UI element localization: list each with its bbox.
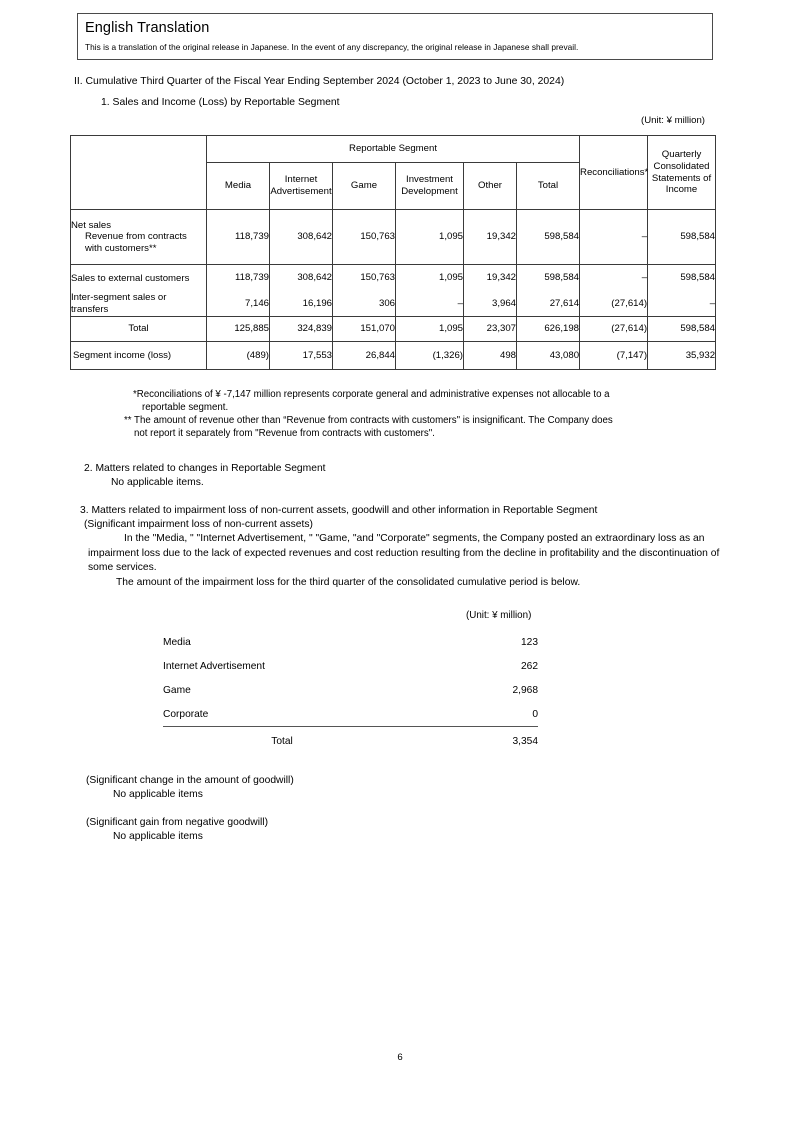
- cell-external-total: 598,584: [517, 265, 580, 292]
- section-2-title: 2. Matters related to changes in Reportable Segment: [84, 463, 326, 474]
- impairment-total-label: Total: [271, 736, 293, 747]
- cell-intersegment-game: 306: [333, 291, 396, 317]
- cell-external-game: 150,763: [333, 265, 396, 292]
- column-header-media: Media: [207, 163, 270, 210]
- impairment-value-game: 2,968: [512, 684, 538, 696]
- cell-external-reconciliations: –: [580, 265, 648, 292]
- cell-external-investment-development: 1,095: [396, 265, 464, 292]
- table-unit-note: (Unit: ¥ million): [641, 115, 705, 126]
- cell-intersegment-media: 7,146: [207, 291, 270, 317]
- cell-total-internet-advertisement: 324,839: [270, 317, 333, 342]
- cell-income-media: (489): [207, 342, 270, 370]
- cell-revenue-internet-advertisement: 308,642: [270, 210, 333, 265]
- banner-subtitle: This is a translation of the original release in Japanese. In the event of any discrepancy, the original release in Japanese shall prevail.: [85, 42, 579, 52]
- cell-revenue-consolidated: 598,584: [648, 210, 716, 265]
- goodwill-change-title: (Significant change in the amount of goodwill): [86, 775, 294, 786]
- reportable-segment-group-header: Reportable Segment: [207, 136, 580, 163]
- column-header-game: Game: [333, 163, 396, 210]
- cell-income-game: 26,844: [333, 342, 396, 370]
- footnote-revenue-other: [124, 414, 724, 440]
- list-item: [163, 702, 538, 727]
- cell-revenue-investment-development: 1,095: [396, 210, 464, 265]
- banner-title: English Translation: [85, 20, 210, 36]
- impairment-value-internet-advertisement: 262: [521, 660, 538, 672]
- table-row: [71, 265, 716, 292]
- reconciliations-header: Reconciliations*: [580, 136, 648, 210]
- impairment-label-game: Game: [163, 684, 191, 696]
- table-row: [71, 342, 716, 370]
- footnote-1-line-1: *Reconciliations of ¥ -7,147 million represents corporate general and administrative expenses not allocable to a: [133, 389, 610, 400]
- section-2-body: No applicable items.: [111, 477, 204, 488]
- cell-external-other: 19,342: [464, 265, 517, 292]
- item-1-heading: 1. Sales and Income (Loss) by Reportable Segment: [101, 97, 340, 108]
- impairment-label-internet-advertisement: Internet Advertisement: [163, 660, 265, 672]
- impairment-unit-note: (Unit: ¥ million): [466, 610, 532, 621]
- negative-goodwill-title: (Significant gain from negative goodwill): [86, 817, 269, 828]
- impairment-label-corporate: Corporate: [163, 708, 209, 720]
- section-3-title: 3. Matters related to impairment loss of non-current assets, goodwill and other information in Reportable Segment: [80, 505, 598, 516]
- cell-income-investment-development: (1,326): [396, 342, 464, 370]
- row-label-segment-income-loss: Segment income (loss): [71, 342, 207, 370]
- cell-revenue-reconciliations: –: [580, 210, 648, 265]
- cell-intersegment-internet-advertisement: 16,196: [270, 291, 333, 317]
- section-ii-heading: II. Cumulative Third Quarter of the Fiscal Year Ending September 2024 (October 1, 2023 to June 30, 2024): [74, 76, 565, 87]
- impairment-value-corporate: 0: [532, 708, 538, 720]
- cell-intersegment-total: 27,614: [517, 291, 580, 317]
- column-header-total: Total: [517, 163, 580, 210]
- cell-income-other: 498: [464, 342, 517, 370]
- impairment-total-value: 3,354: [512, 736, 538, 747]
- row-label-net-sales: Net sales: [71, 219, 111, 231]
- segment-table-container: [70, 135, 715, 370]
- page-number: 6: [397, 1052, 403, 1063]
- corner-cell: [71, 136, 207, 210]
- column-header-internet-advertisement: Internet Advertisement: [270, 163, 333, 210]
- cell-external-media: 118,739: [207, 265, 270, 292]
- table-row: [71, 317, 716, 342]
- impairment-value-media: 123: [521, 636, 538, 648]
- footnote-reconciliations: [133, 388, 723, 414]
- cell-external-consolidated: 598,584: [648, 265, 716, 292]
- cell-total-investment-development: 1,095: [396, 317, 464, 342]
- row-label-sales-to-external-customers: Sales to external customers: [71, 265, 207, 292]
- impairment-total-row: [163, 727, 538, 754]
- segment-table: [70, 135, 716, 370]
- list-item: [163, 654, 538, 678]
- cell-revenue-other: 19,342: [464, 210, 517, 265]
- negative-goodwill-body: No applicable items: [113, 831, 203, 842]
- footnote-2-line-1: ** The amount of revenue other than “Revenue from contracts with customers" is insignificant. The Company does: [124, 415, 613, 426]
- cell-total-total: 626,198: [517, 317, 580, 342]
- cell-intersegment-other: 3,964: [464, 291, 517, 317]
- column-header-investment-development: Investment Development: [396, 163, 464, 210]
- cell-income-total: 43,080: [517, 342, 580, 370]
- row-label-revenue-from-contracts: Revenue from contracts with customers**: [85, 231, 187, 254]
- impairment-label-media: Media: [163, 636, 191, 648]
- cell-income-consolidated: 35,932: [648, 342, 716, 370]
- section-3-subtitle: (Significant impairment loss of non-current assets): [84, 519, 313, 530]
- cell-intersegment-reconciliations: (27,614): [580, 291, 648, 317]
- section-3-paragraph-2: The amount of the impairment loss for the third quarter of the consolidated cumulative period is below.: [116, 577, 581, 589]
- cell-revenue-media: 118,739: [207, 210, 270, 265]
- cell-intersegment-investment-development: –: [396, 291, 464, 317]
- list-item: [163, 630, 538, 654]
- table-row: [71, 291, 716, 317]
- cell-total-game: 151,070: [333, 317, 396, 342]
- cell-total-media: 125,885: [207, 317, 270, 342]
- cell-income-reconciliations: (7,147): [580, 342, 648, 370]
- table-row: [71, 210, 716, 265]
- table-header-row-1: [71, 136, 716, 163]
- footnote-1-line-2: reportable segment.: [142, 402, 229, 414]
- section-3-paragraphs: [88, 532, 724, 591]
- goodwill-change-body: No applicable items: [113, 789, 203, 800]
- cell-external-internet-advertisement: 308,642: [270, 265, 333, 292]
- section-3-paragraph-1: In the "Media, " "Internet Advertisement, " "Game, "and "Corporate" segments, the Company posted an extraordinary loss as an impairment loss due to the lack of expected revenues and cost reduction resulting from the decline in profitability and the discontinuation of some services.: [88, 533, 720, 574]
- list-item: [163, 678, 538, 702]
- consolidated-statements-header: Quarterly Consolidated Statements of Income: [648, 136, 716, 210]
- cell-total-consolidated: 598,584: [648, 317, 716, 342]
- cell-total-reconciliations: (27,614): [580, 317, 648, 342]
- english-translation-banner: [77, 13, 713, 60]
- row-label-inter-segment-sales: Inter-segment sales or transfers: [71, 291, 207, 317]
- row-label-net-sales-group: [71, 210, 207, 265]
- cell-total-other: 23,307: [464, 317, 517, 342]
- impairment-loss-list: [163, 630, 538, 754]
- cell-income-internet-advertisement: 17,553: [270, 342, 333, 370]
- cell-revenue-total: 598,584: [517, 210, 580, 265]
- footnote-2-line-2: not report it separately from "Revenue from contracts with customers".: [134, 428, 435, 440]
- cell-revenue-game: 150,763: [333, 210, 396, 265]
- column-header-other: Other: [464, 163, 517, 210]
- cell-intersegment-consolidated: –: [648, 291, 716, 317]
- row-label-total: Total: [71, 317, 207, 342]
